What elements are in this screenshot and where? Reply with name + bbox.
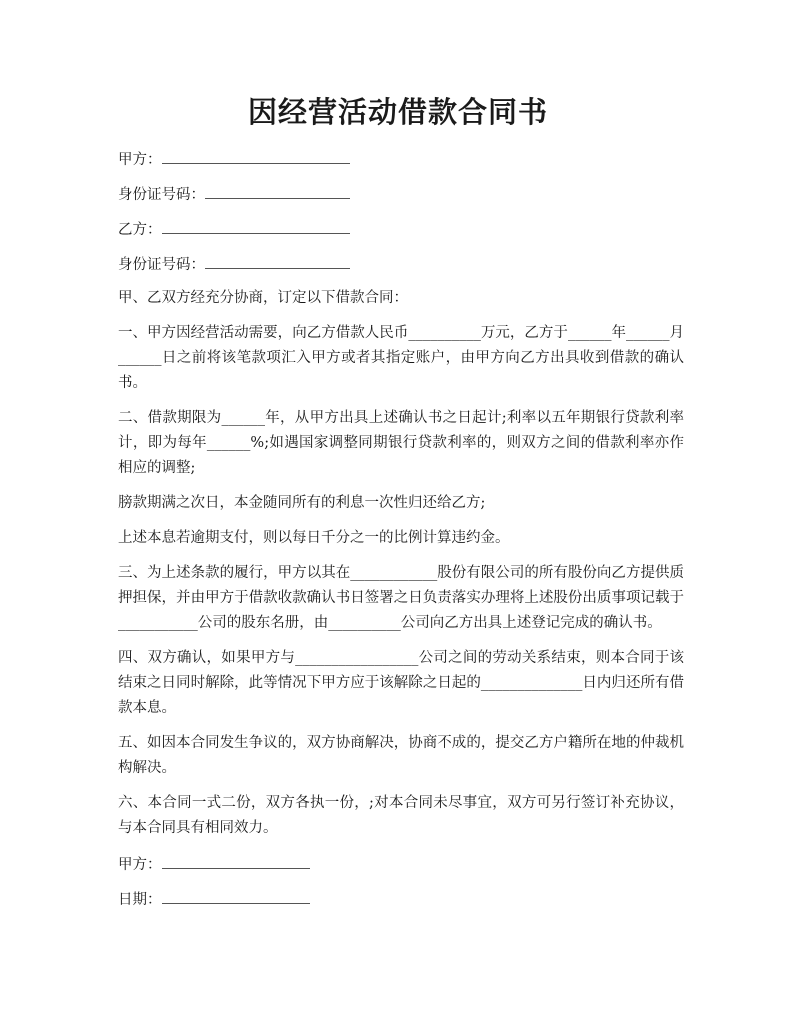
signature-party-a-label: 甲方： [118, 857, 162, 873]
party-a-label: 甲方： [118, 152, 162, 168]
signature-date-field [118, 886, 684, 911]
clause-4-paragraph: 四、双方确认，如果甲方与_________________公司之间的劳动关系结束，则本合同于该结束之日同时解除，此等情况下甲方应于该解除之日起的______________日内归还所有借款本息。 [118, 650, 684, 716]
party-b-blank-line [162, 216, 350, 234]
intro-paragraph: 甲、乙双方经充分协商，订定以下借款合同： [118, 290, 408, 306]
clause-2-paragraph: 二、借款期限为______年，从甲方出具上述确认书之日起计;利率以五年期银行贷款利率计，即为每年______%;如遇国家调整同期银行贷款利率的，则双方之间的借款利率亦作相应的调整; [118, 410, 684, 476]
party-b-field [118, 216, 684, 241]
clause-1-paragraph: 一、甲方因经营活动需要，向乙方借款人民币__________万元，乙方于______年______月______日之前将该笔款项汇入甲方或者其指定账户，由甲方向乙方出具收到借款的确认书。 [118, 325, 684, 391]
signature-date-label: 日期： [118, 892, 162, 908]
penalty-paragraph: 上述本息若逾期支付，则以每日千分之一的比例计算违约金。 [118, 530, 510, 546]
party-a-id-field [118, 181, 684, 206]
clause-6-paragraph: 六、本合同一式二份，双方各执一份，;对本合同未尽事宜，双方可另行签订补充协议，与本合同具有相同效力。 [118, 795, 684, 836]
document-title: 因经营活动借款合同书 [247, 95, 548, 129]
party-a-id-label: 身份证号码： [118, 187, 205, 203]
document-body [118, 146, 684, 921]
party-a-id-blank-line [205, 181, 350, 199]
party-b-id-blank-line [205, 251, 350, 269]
party-b-id-label: 身份证号码： [118, 257, 205, 273]
party-a-field [118, 146, 684, 171]
repayment-paragraph: 膀款期满之次日，本金随同所有的利息一次性归还给乙方; [118, 495, 486, 511]
party-b-label: 乙方： [118, 222, 162, 238]
signature-party-a-blank-line [162, 851, 310, 869]
signature-party-a-field [118, 851, 684, 876]
clause-5-paragraph: 五、如因本合同发生争议的，双方协商解决，协商不成的，提交乙方户籍所在地的仲裁机构解决。 [118, 735, 684, 776]
clause-3-paragraph: 三、为上述条款的履行，甲方以其在____________股份有限公司的所有股份向乙方提供质押担保，并由甲方于借款收款确认书日签署之日负责落实办理将上述股份出质事项记载于___________公司的股东名册，由__________公司向乙方出具上述登记完成的确认书。 [118, 565, 684, 631]
party-a-blank-line [162, 146, 350, 164]
signature-date-blank-line [162, 886, 310, 904]
party-b-id-field [118, 251, 684, 276]
